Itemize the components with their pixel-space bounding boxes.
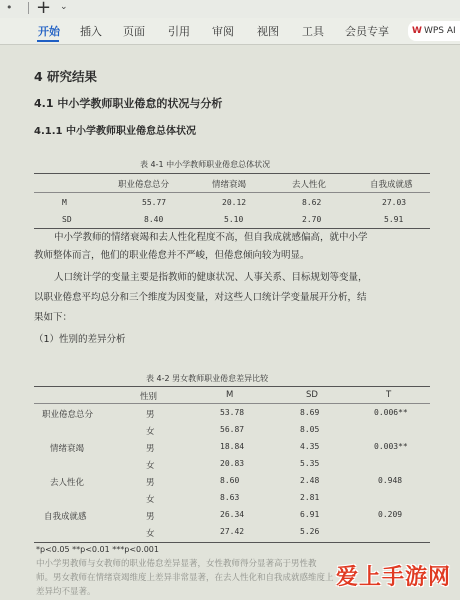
table2-row-label: 自我成就感 [44, 512, 87, 522]
faded-paragraph-line: 中小学男教师与女教师的职业倦怠差异显著，女性教师得分显著高于男性教 [36, 559, 317, 569]
table1-cell: 8.40 [144, 215, 164, 224]
active-tab-indicator [37, 40, 59, 42]
new-tab-plus-icon[interactable]: + [36, 0, 52, 18]
subheading-gender: （1）性别的差异分析 [34, 334, 126, 345]
table2-gender: 男 [146, 478, 155, 488]
table2-header: T [386, 390, 392, 400]
site-watermark [336, 558, 452, 592]
table2-row-label: 职业倦怠总分 [42, 410, 94, 420]
table2-sd: 8.69 [300, 408, 320, 417]
tab-view[interactable]: 视图 [257, 25, 279, 38]
tab-reference[interactable]: 引用 [168, 25, 190, 38]
table1-cell: 5.91 [384, 215, 404, 224]
table2-sd: 2.48 [300, 476, 320, 485]
table2-header: SD [306, 390, 318, 400]
document-page[interactable] [0, 45, 460, 600]
table2-m: 53.78 [220, 408, 245, 417]
table2-sd: 6.91 [300, 510, 320, 519]
table1-header-rule [34, 192, 430, 193]
table2-t: 0.003** [374, 442, 408, 451]
table2-top-rule [34, 386, 430, 387]
heading-level-3: 4.1.1 中小学教师职业倦怠总体状况 [34, 126, 196, 137]
table1-cell: 27.03 [382, 198, 407, 207]
table2-sd: 5.35 [300, 459, 320, 468]
table2-row-label: 去人性化 [50, 478, 85, 488]
table1-cell: 5.10 [224, 215, 244, 224]
table2-gender: 女 [146, 461, 155, 471]
table2-header-rule [34, 403, 430, 404]
tab-insert[interactable]: 插入 [80, 25, 102, 38]
table2-gender: 女 [146, 495, 155, 505]
table2-gender: 女 [146, 529, 155, 539]
table2-t: 0.948 [378, 476, 403, 485]
table1-row-label: M [62, 198, 67, 207]
paragraph-line: 教师整体而言，他们的职业倦怠并不严峻，但倦怠倾向较为明显。 [34, 250, 310, 261]
table2-m: 27.42 [220, 527, 245, 536]
faded-paragraph-line: 师。男女教师在情绪衰竭维度上差异非常显著，在去人性化和自我成就感维度上 [36, 573, 334, 583]
table2-row-label: 情绪衰竭 [50, 444, 85, 454]
wps-ai-button[interactable] [408, 21, 460, 41]
tab-review[interactable]: 审阅 [212, 25, 234, 38]
table2-header: M [226, 390, 234, 400]
table2-t: 0.006** [374, 408, 408, 417]
title-tab-strip [0, 0, 460, 18]
table2-gender: 男 [146, 512, 155, 522]
wps-ai-label: WPS AI [423, 26, 456, 36]
paragraph-line: 中小学教师的情绪衰竭和去人性化程度不高，但自我成就感偏高，就中小学 [54, 232, 368, 243]
table1-cell: 8.62 [302, 198, 322, 207]
ribbon-tab-bar [0, 18, 460, 45]
tab-page[interactable]: 页面 [123, 25, 145, 38]
table1-caption: 表 4-1 中小学教师职业倦怠总体状况 [140, 160, 271, 169]
table1-header: 职业倦怠总分 [118, 180, 170, 190]
table2-bottom-rule [34, 542, 430, 543]
table2-footnote: *p<0.05 **p<0.01 ***p<0.001 [36, 545, 159, 554]
table2-m: 56.87 [220, 425, 245, 434]
table2-m: 26.34 [220, 510, 245, 519]
table2-m: 8.63 [220, 493, 240, 502]
table2-caption: 表 4-2 男女教师职业倦怠差异比较 [146, 374, 269, 383]
table1-top-rule [34, 173, 430, 174]
heading-level-2: 4.1 中小学教师职业倦怠的状况与分析 [34, 97, 223, 110]
tab-member[interactable]: 会员专享 [345, 25, 389, 38]
table2-m: 18.84 [220, 442, 245, 451]
table2-m: 20.83 [220, 459, 245, 468]
wps-logo-icon: W [412, 26, 422, 36]
app-menu-dot-icon[interactable]: • [6, 1, 13, 14]
table1-cell: 55.77 [142, 198, 167, 207]
paragraph-line: 人口统计学的变量主要是指教师的健康状况、人事关系、目标规划等变量， [54, 272, 368, 283]
table2-sd: 8.05 [300, 425, 320, 434]
faded-paragraph-line: 差异均不显著。 [36, 587, 96, 597]
table2-t: 0.209 [378, 510, 403, 519]
watermark-text: 爱上手游网 [336, 565, 452, 590]
table1-header: 去人性化 [292, 180, 327, 190]
table2-sd: 5.26 [300, 527, 320, 536]
table1-cell: 20.12 [222, 198, 247, 207]
heading-level-1: 4 研究结果 [34, 69, 98, 84]
table1-row-label: SD [62, 215, 72, 224]
table2-header: 性别 [140, 392, 158, 402]
table2-gender: 女 [146, 427, 155, 437]
tab-home[interactable]: 开始 [38, 25, 60, 38]
paragraph-line: 果如下： [34, 312, 73, 323]
table2-sd: 2.81 [300, 493, 320, 502]
table1-header: 情绪衰竭 [212, 180, 247, 190]
tab-separator [28, 2, 29, 14]
table2-m: 8.60 [220, 476, 240, 485]
table2-gender: 男 [146, 444, 155, 454]
tab-list-chevron-icon[interactable]: ⌄ [60, 2, 68, 12]
tab-tools[interactable]: 工具 [302, 25, 324, 38]
table2-sd: 4.35 [300, 442, 320, 451]
paragraph-line: 以职业倦怠平均总分和三个维度为因变量，对这些人口统计学变量展开分析，结 [34, 292, 367, 303]
table1-cell: 2.70 [302, 215, 322, 224]
table2-gender: 男 [146, 410, 155, 420]
table1-header: 自我成就感 [370, 180, 413, 190]
